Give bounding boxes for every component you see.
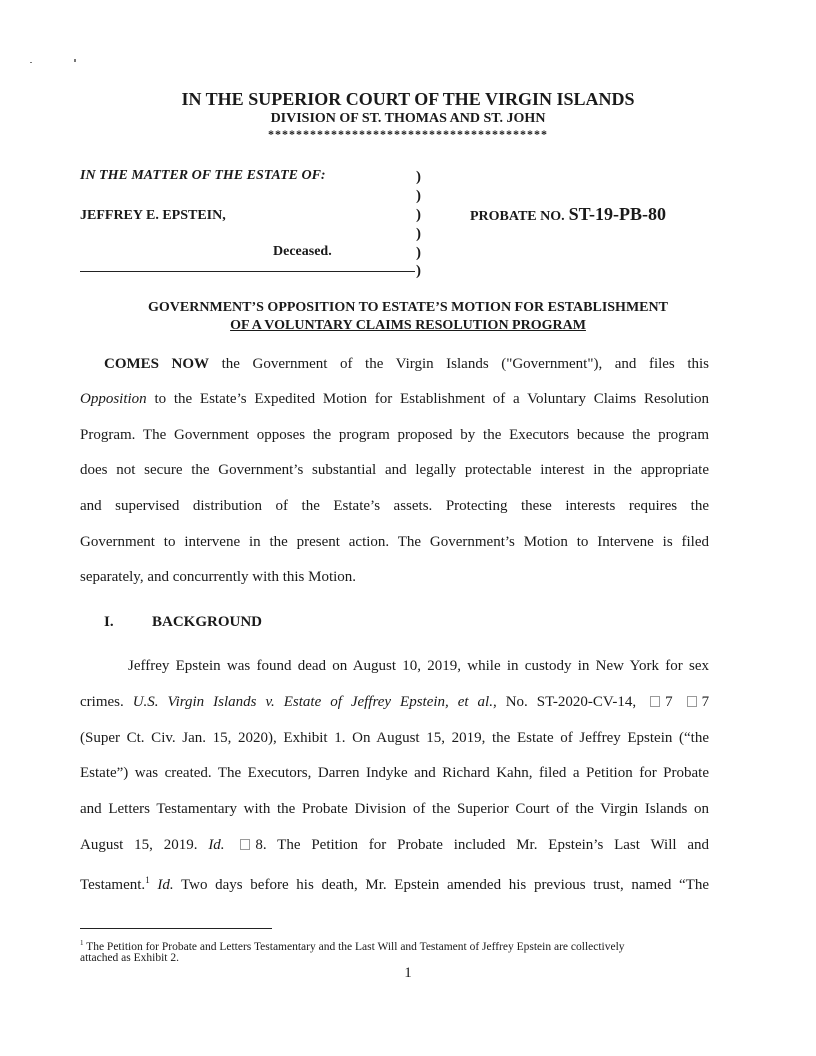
scan-speck: [74, 59, 76, 62]
motion-title-line2: [0, 317, 816, 335]
asterisk-divider: ****************************************: [268, 127, 548, 141]
section-heading: BACKGROUND: [152, 614, 263, 630]
bg-text: , No. ST-2020-CV-14,: [492, 694, 637, 710]
footnote-separator: [80, 928, 272, 929]
caption-matter: IN THE MATTER OF THE ESTATE OF:: [80, 168, 326, 183]
caption-paren: ): [416, 169, 421, 185]
para-ref: 7: [701, 694, 710, 710]
bg-text: 8. The Petition for Probate included Mr. Epstein’s Last Will and: [255, 837, 710, 853]
bg-text: crimes.: [80, 694, 124, 710]
paragraph-symbol-placeholder: [687, 696, 697, 707]
para-ref: 7: [665, 694, 673, 710]
intro-line-4: does not secure the Government’s substantial and legally protectable interest in the appropriate: [80, 462, 709, 478]
bg-text: Two days before his death, Mr. Epstein amended his previous trust, named “The: [181, 877, 709, 893]
caption-divider-line: [80, 271, 415, 272]
comes-now: COMES NOW: [104, 356, 210, 372]
motion-title-line1: GOVERNMENT’S OPPOSITION TO ESTATE’S MOTION FOR ESTABLISHMENT: [148, 300, 668, 315]
intro-line-6: Government to intervene in the present action. The Government’s Motion to Intervene is filed: [80, 534, 709, 550]
paragraph-symbol-placeholder: [650, 696, 660, 707]
background-line-1: Jeffrey Epstein was found dead on August 10, 2019, while in custody in New York for sex: [128, 658, 709, 674]
opposition-italic: Opposition: [80, 391, 147, 407]
id-citation: Id.: [157, 877, 174, 893]
bg-text: Testament.: [80, 877, 146, 893]
caption-paren: ): [416, 245, 421, 261]
background-line-6: [80, 835, 709, 855]
caption-paren: ): [416, 188, 421, 204]
intro-text: the Government of the Virgin Islands ("Government"), and files this: [221, 356, 709, 372]
footnote-reference: 1: [145, 875, 150, 885]
background-line-3: (Super Ct. Civ. Jan. 15, 2020), Exhibit 1. On August 15, 2019, the Estate of Jeffrey Epstein (“the: [80, 730, 709, 746]
caption-deceased: Deceased.: [273, 244, 332, 259]
caption-decedent: JEFFREY E. EPSTEIN,: [80, 208, 226, 223]
motion-title-line2-text: OF A VOLUNTARY CLAIMS RESOLUTION PROGRAM: [230, 318, 586, 333]
caption-paren: ): [416, 263, 421, 279]
intro-text: to the Estate’s Expedited Motion for Establishment of a Voluntary Claims Resolution: [154, 391, 710, 407]
footnote-marker: 1: [80, 939, 84, 947]
paragraph-symbol-placeholder: [240, 839, 250, 850]
bg-text: August 15, 2019.: [80, 837, 198, 853]
probate-number: ST-19-PB-80: [568, 204, 666, 224]
background-line-7: [80, 870, 709, 895]
intro-line-1: [104, 354, 709, 374]
footnote-line-2: attached as Exhibit 2.: [80, 952, 179, 964]
id-citation: Id.: [208, 837, 225, 853]
footnote-text: The Petition for Probate and Letters Testamentary and the Last Will and Testament of Jeffrey Epstein are collectively: [86, 940, 625, 953]
intro-line-2: [80, 389, 709, 409]
page-number: 1: [404, 965, 412, 981]
background-line-2: [80, 692, 709, 712]
court-division: DIVISION OF ST. THOMAS AND ST. JOHN: [270, 111, 546, 126]
intro-line-5: and supervised distribution of the Estate’s assets. Protecting these interests requires the: [80, 498, 709, 514]
background-line-5: and Letters Testamentary with the Probate Division of the Superior Court of the Virgin Islands on: [80, 801, 709, 817]
section-number: I.: [104, 614, 114, 630]
intro-line-3: Program. The Government opposes the program proposed by the Executors because the program: [80, 427, 709, 443]
caption-paren: ): [416, 226, 421, 242]
probate-number-block: [470, 204, 666, 225]
court-name: IN THE SUPERIOR COURT OF THE VIRGIN ISLANDS: [181, 89, 635, 109]
case-citation: U.S. Virgin Islands v. Estate of Jeffrey Epstein, et al.: [132, 694, 493, 710]
background-line-4: Estate”) was created. The Executors, Darren Indyke and Richard Kahn, filed a Petition for Probate: [80, 765, 709, 781]
caption-paren: ): [416, 207, 421, 223]
probate-label: PROBATE NO.: [470, 209, 565, 224]
scan-speck: [30, 62, 32, 63]
intro-line-7: separately, and concurrently with this Motion.: [80, 569, 357, 585]
